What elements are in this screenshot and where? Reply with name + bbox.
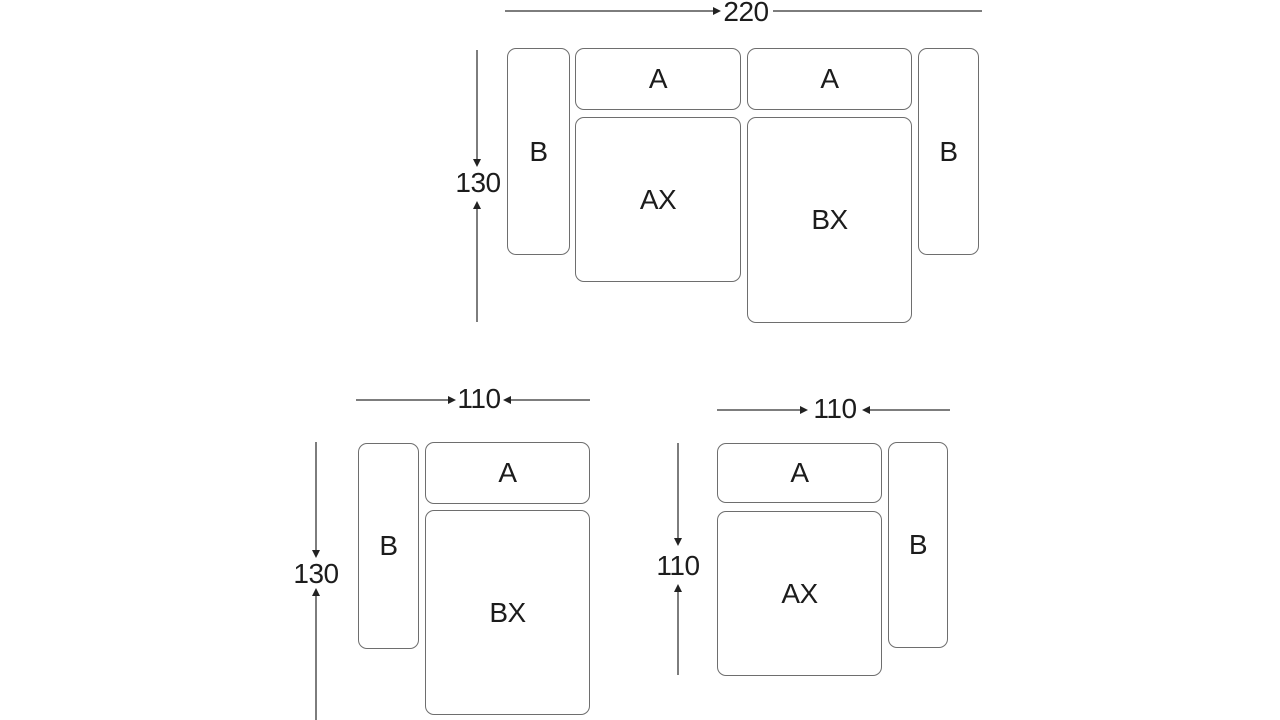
height-dim-label: 130 xyxy=(293,558,339,589)
module-seat-ax: AX xyxy=(717,511,882,676)
dim-line-width-left xyxy=(717,409,800,411)
dim-line-height-top xyxy=(677,443,679,538)
dim-line-width-right xyxy=(870,409,950,411)
arrow-up-icon xyxy=(674,584,682,592)
width-dim-label: 110 xyxy=(457,383,501,414)
module-chaise-bx: BX xyxy=(747,117,912,323)
height-dim-label: 130 xyxy=(455,167,501,198)
height-dim-label: 110 xyxy=(656,550,700,581)
module-armrest-b: B xyxy=(888,442,948,648)
arrow-left-icon xyxy=(862,406,870,414)
module-armrest-b-left: B xyxy=(507,48,570,255)
module-backrest-a-right: A xyxy=(747,48,912,110)
module-backrest-a-left: A xyxy=(575,48,741,110)
width-dim-label: 110 xyxy=(813,393,857,424)
dim-line-height-bottom xyxy=(677,592,679,675)
module-seat-ax: AX xyxy=(575,117,741,282)
width-dim-label: 220 xyxy=(723,0,769,27)
module-armrest-b: B xyxy=(358,443,419,649)
module-backrest-a: A xyxy=(717,443,882,503)
arrow-down-icon xyxy=(674,538,682,546)
module-backrest-a: A xyxy=(425,442,590,504)
module-chaise-bx: BX xyxy=(425,510,590,715)
module-armrest-b-right: B xyxy=(918,48,979,255)
